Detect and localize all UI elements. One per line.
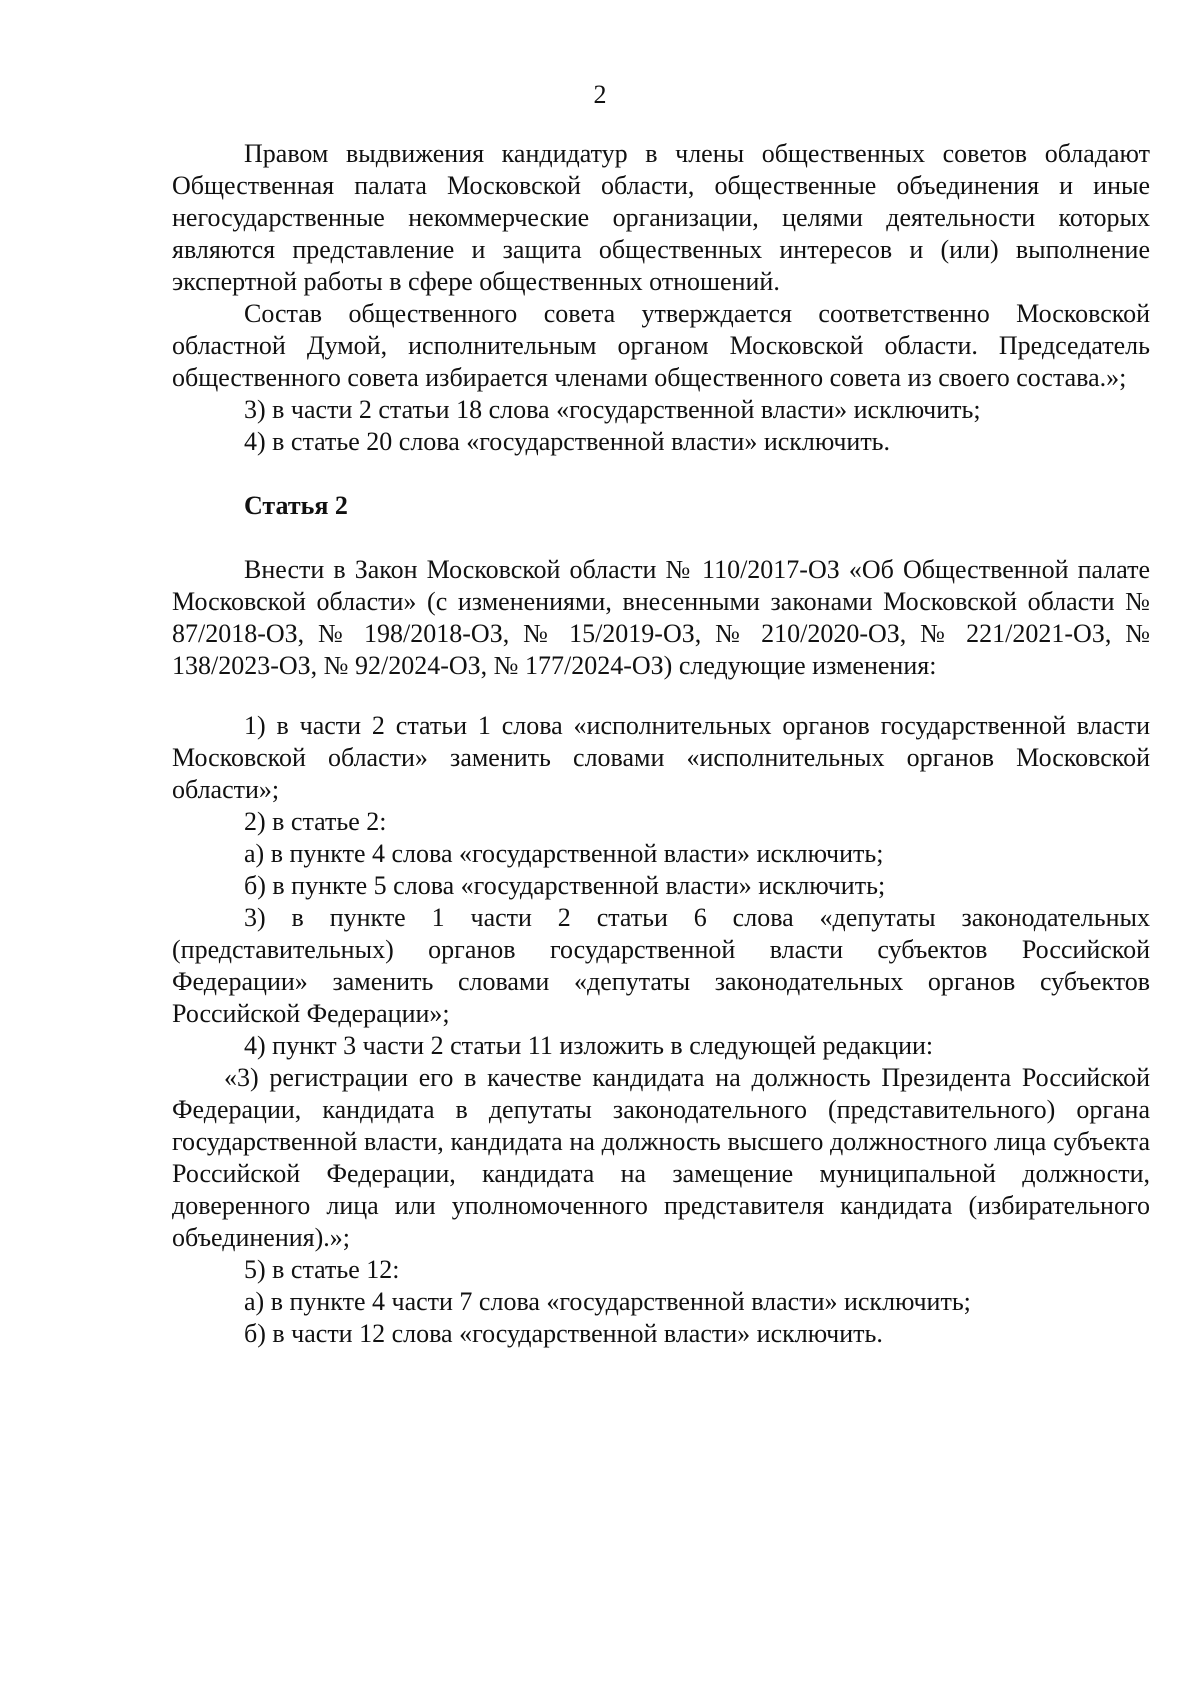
article-heading: Статья 2 [244,491,348,520]
amendment-item-4: 4) пункт 3 части 2 статьи 11 изложить в следующей редакции: [244,1031,934,1060]
amendment-item-2a: а) в пункте 4 слова «государственной власти» исключить; [244,839,884,868]
amendment-item-2b: б) в пункте 5 слова «государственной власти» исключить; [244,871,886,900]
article-intro: Внести в Закон Московской области № 110/2017-ОЗ «Об Общественной палате Московской области» (с изменениями, внесенными законами Московской области № 87/2018-ОЗ, № 198/2018-ОЗ, № 15/2019-ОЗ, № 210/2020-ОЗ, № 221/2021-ОЗ, № 138/2023-ОЗ, № 92/2024-ОЗ, № 177/2024-ОЗ) следующие изменения: [172,555,1150,680]
amendment-item-1: 1) в части 2 статьи 1 слова «исполнительных органов государственной власти Московской области» заменить словами «исполнительных органов Московской области»; [172,711,1150,804]
document-body [172,138,1150,1350]
amendment-item-4-quote: «3) регистрации его в качестве кандидата на должность Президента Российской Федерации, кандидата в депутаты законодательного (представительного) органа государственной власти, кандидата на должность высшего должностного лица субъекта Российской Федерации, кандидата на замещение муниципальной должности, доверенного лица или уполномоченного представителя кандидата (избирательного объединения).»; [172,1063,1150,1252]
amendment-item-2: 2) в статье 2: [244,807,387,836]
spacer [172,458,1150,490]
amendment-item-5b: б) в части 12 слова «государственной власти» исключить. [244,1319,883,1348]
paragraph-item-4: 4) в статье 20 слова «государственной власти» исключить. [244,427,891,456]
paragraph-nomination-rights: Правом выдвижения кандидатур в члены общественных советов обладают Общественная палата Московской области, общественные объединения и иные негосударственные некоммерческие организации, целями деятельности которых являются представление и защита общественных интересов и (или) выполнение экспертной работы в сфере общественных отношений. [172,139,1150,296]
page-number: 2 [593,80,607,109]
spacer [172,682,1150,710]
spacer [172,522,1150,554]
amendment-item-5: 5) в статье 12: [244,1255,400,1284]
amendment-item-3: 3) в пункте 1 части 2 статьи 6 слова «депутаты законодательных (представительных) органов государственной власти субъектов Российской Федерации» заменить словами «депутаты законодательных органов субъектов Российской Федерации»; [172,903,1150,1028]
amendment-item-5a: а) в пункте 4 части 7 слова «государственной власти» исключить; [244,1287,971,1316]
paragraph-item-3: 3) в части 2 статьи 18 слова «государственной власти» исключить; [244,395,981,424]
paragraph-council-composition: Состав общественного совета утверждается соответственно Московской областной Думой, исполнительным органом Московской области. Председатель общественного совета избирается членами общественного совета из своего состава.»; [172,299,1150,392]
